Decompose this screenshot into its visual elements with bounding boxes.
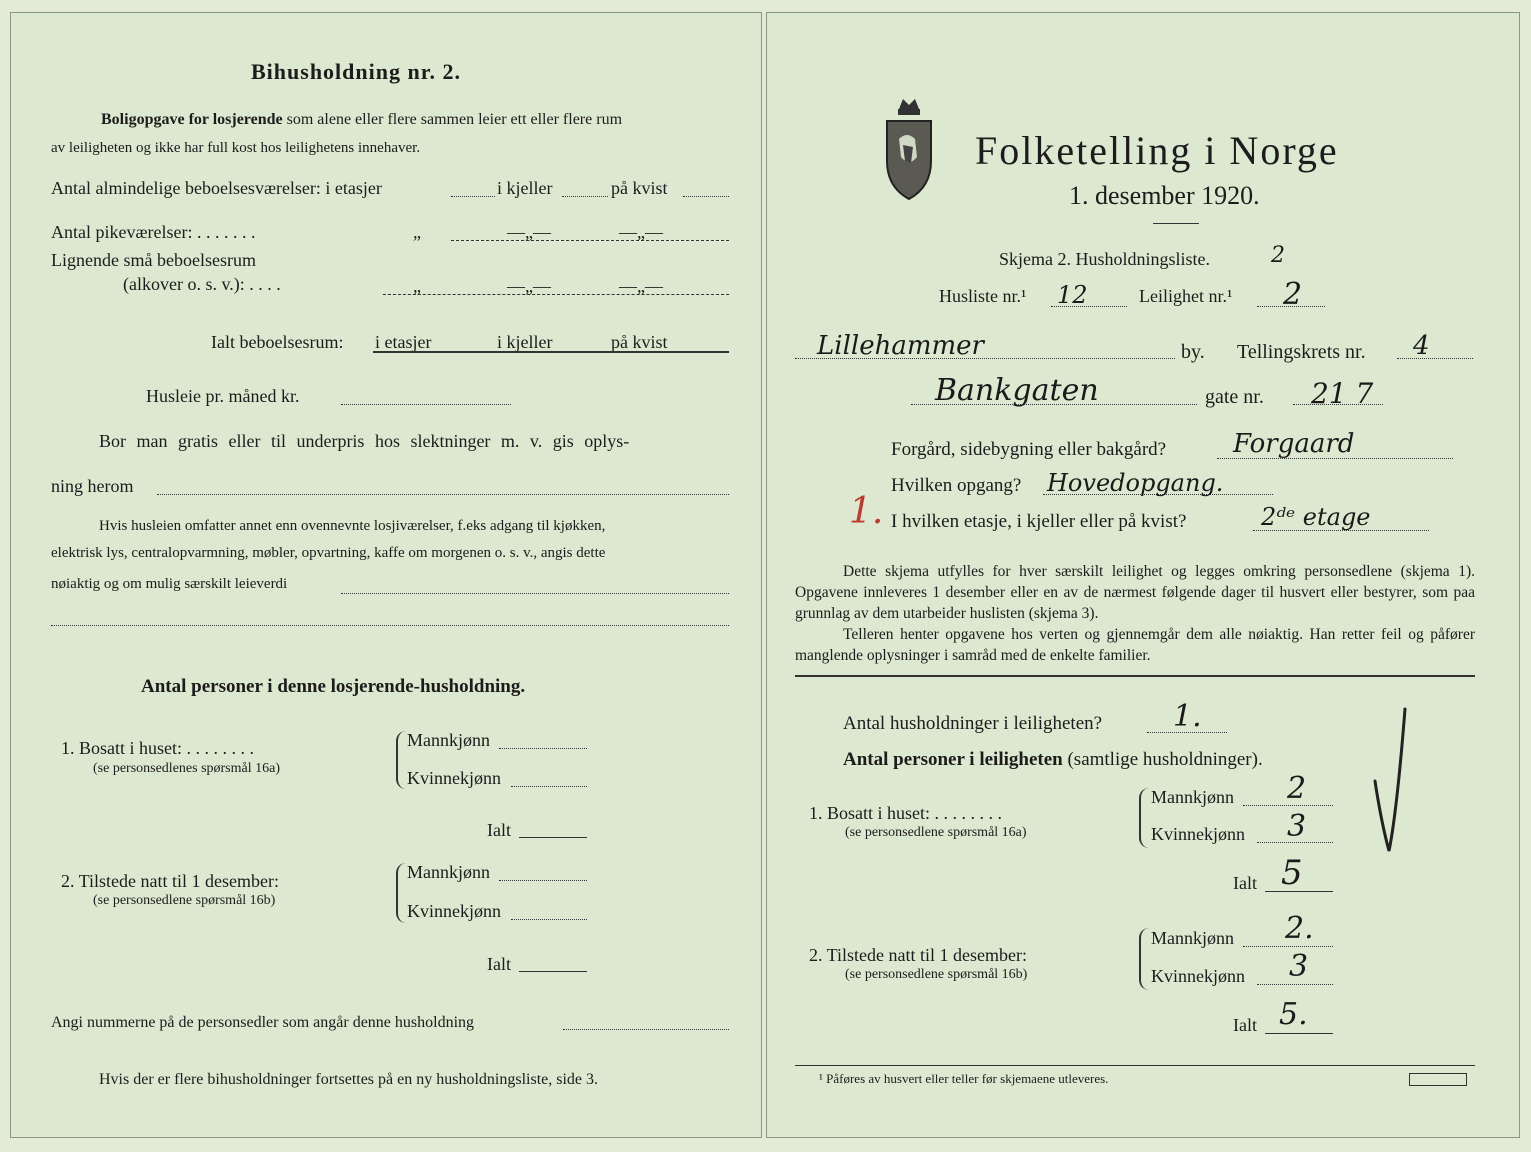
left-tilstede-mann-field [499, 880, 587, 881]
hvis-line-2: elektrisk lys, centralopvarmning, møbler, opvartning, kaffe om morgenen o. s. v., angis dette [51, 545, 606, 561]
printer-stamp [1409, 1073, 1467, 1086]
krets-field [1397, 358, 1473, 359]
pike-label: Antal pikeværelser: . . . . . . . [51, 222, 256, 242]
right-bosatt-mann-label: Mannkjønn [1151, 787, 1234, 807]
skjema-label: Skjema 2. Husholdningsliste. [999, 249, 1210, 269]
left-bosatt-kvinne-field [511, 786, 587, 787]
street-value: Bankgaten [935, 373, 1099, 408]
right-bosatt-note: (se personsedlene spørsmål 16a) [845, 825, 1027, 840]
rooms-kvist-label: på kvist [611, 178, 668, 198]
info-rule [795, 675, 1475, 677]
pike-ditto-2: —„— [507, 222, 551, 242]
left-bosatt-label: 1. Bosatt i huset: . . . . . . . . [61, 738, 254, 758]
right-bosatt-label: 1. Bosatt i huset: . . . . . . . . [809, 803, 1002, 823]
alkover-ditto-3: —„— [619, 276, 663, 296]
footnote: ¹ Påføres av husvert eller teller før skjemaene utleveres. [819, 1071, 1109, 1086]
opgang-value: Hovedopgang. [1047, 469, 1224, 497]
pike-ditto: „ [413, 222, 421, 242]
left-footer: Hvis der er flere bihusholdninger fortsettes på en ny husholdningsliste, side 3. [99, 1071, 599, 1088]
rooms-etasjer-field [451, 196, 495, 197]
left-tilstede-brace [396, 863, 407, 923]
right-tilstede-mann-value: 2. [1285, 911, 1314, 946]
ialt-rooms-label: Ialt beboelsesrum: [211, 332, 344, 352]
right-tilstede-ialt-field [1265, 1033, 1333, 1034]
right-persons-heading-rest: (samtlige husholdninger). [1067, 749, 1263, 770]
right-tilstede-kvinne-field [1257, 984, 1333, 985]
right-bosatt-mann-value: 2 [1287, 771, 1307, 806]
intro-rest: som alene eller flere sammen leier ett eller flere rum [286, 111, 623, 128]
right-tilstede-kvinne-label: Kvinnekjønn [1151, 966, 1245, 986]
alkover-ditto: „ [413, 276, 421, 296]
left-tilstede-kvinne-field [511, 919, 587, 920]
hvis-line-3: nøiaktig og om mulig særskilt leieverdi [51, 576, 288, 592]
bor-line-2: ning herom [51, 476, 134, 496]
etasje-value: 2ᵈᵉ etage [1261, 503, 1371, 531]
left-tilstede-ialt-field [519, 971, 587, 972]
alkover-ditto-2: —„— [507, 276, 551, 296]
intro-line-1 [101, 111, 622, 129]
right-persons-heading-bold: Antal personer i leiligheten [843, 749, 1063, 770]
left-bosatt-ialt-label: Ialt [487, 820, 511, 840]
left-bosatt-note: (se personsedlenes spørsmål 16a) [93, 761, 281, 776]
info-paragraph-2: Telleren henter opgavene hos verten og gjennemgår dem alle nøiaktig. Han retter feil og påfører manglende oplysninger i samråd med de enkelte familier. [795, 626, 1475, 664]
info-paragraph-1: Dette skjema utfylles for hver særskilt leilighet og legges omkring personsedlene (skjema 1). Opgavene innleveres 1 desember eller en av de nærmest følgende dager til husvert eller bestyrer, som paa grunnlag av dem utarbeider huslisten (skjema 3). [795, 563, 1475, 622]
check-mark [1367, 701, 1417, 866]
leilighet-label: Leilighet nr.¹ [1139, 286, 1233, 306]
street-field [911, 404, 1197, 405]
skjema-value: 2 [1271, 243, 1285, 268]
left-tilstede-label: 2. Tilstede natt til 1 desember: [61, 871, 279, 891]
husliste-value: 12 [1057, 281, 1088, 309]
angi-field [563, 1029, 729, 1030]
husholdninger-label: Antal husholdninger i leiligheten? [843, 713, 1103, 734]
forgard-label: Forgård, sidebygning eller bakgård? [891, 439, 1167, 460]
lignende-label: Lignende små beboelsesrum [51, 250, 256, 270]
right-tilstede-label: 2. Tilstede natt til 1 desember: [809, 945, 1027, 965]
right-tilstede-ialt-label: Ialt [1233, 1015, 1257, 1035]
alkover-label: (alkover o. s. v.): . . . . [123, 274, 281, 294]
city-value: Lillehammer [817, 331, 984, 361]
rooms-kjeller-label: i kjeller [497, 178, 553, 198]
ialt-kvist-label: på kvist [611, 332, 668, 352]
right-bosatt-ialt-number: 5 [1281, 853, 1303, 893]
gate-value: 21 7 [1311, 377, 1374, 410]
krets-value: 4 [1413, 331, 1430, 361]
left-bosatt-kvinne-label: Kvinnekjønn [407, 768, 501, 788]
ialt-etasjer-label: i etasjer [375, 332, 432, 352]
ialt-rooms-field [373, 351, 729, 353]
left-tilstede-ialt-label: Ialt [487, 954, 511, 974]
husleie-label: Husleie pr. måned kr. [146, 386, 300, 406]
title-rule [1153, 223, 1199, 224]
intro-bold: Boligopgave for losjerende [101, 111, 283, 128]
right-title: Folketelling i Norge [975, 128, 1339, 173]
right-bosatt-ialt-value [1281, 853, 1303, 893]
pike-fields [451, 240, 729, 241]
right-tilstede-kvinne-value: 3 [1289, 949, 1309, 984]
right-bosatt-brace [1139, 788, 1150, 848]
margin-mark: 1. [849, 491, 884, 532]
right-bosatt-ialt-label: Ialt [1233, 873, 1257, 893]
pike-ditto-3: —„— [619, 222, 663, 242]
left-bosatt-mann-field [499, 748, 587, 749]
bor-field [157, 494, 729, 495]
gate-label: gate nr. [1205, 386, 1264, 408]
alkover-fields [383, 294, 729, 295]
hvis-field [341, 593, 729, 594]
hvis-field-2 [51, 625, 729, 626]
husholdninger-value: 1. [1173, 699, 1202, 734]
left-tilstede-note: (se personsedlene spørsmål 16b) [93, 893, 276, 908]
etasje-label: I hvilken etasje, i kjeller eller på kvist? [891, 511, 1187, 532]
forgard-value: Forgaard [1233, 429, 1355, 459]
right-tilstede-ialt-value: 5. [1279, 997, 1308, 1032]
census-date: 1. desember 1920. [1069, 181, 1260, 210]
footnote-rule [795, 1065, 1475, 1066]
rooms-kvist-field [683, 196, 729, 197]
krets-label: Tellingskrets nr. [1237, 341, 1366, 363]
left-page-bihusholdning [10, 12, 762, 1138]
left-tilstede-kvinne-label: Kvinnekjønn [407, 901, 501, 921]
opgang-label: Hvilken opgang? [891, 475, 1022, 496]
right-tilstede-mann-label: Mannkjønn [1151, 928, 1234, 948]
right-tilstede-brace [1139, 928, 1150, 990]
hvis-line-1: Hvis husleien omfatter annet enn ovennevnte losjiværelser, f.eks adgang til kjøkken, [99, 518, 606, 534]
left-bosatt-brace [396, 731, 407, 789]
ialt-kjeller-label: i kjeller [497, 332, 553, 352]
right-bosatt-kvinne-value: 3 [1287, 809, 1307, 844]
bor-line-1: Bor man gratis eller til underpris hos slektninger m. v. gis oplys- [99, 431, 630, 451]
rooms-label: Antal almindelige beboelsesværelser: i etasjer [51, 178, 382, 198]
norway-coat-of-arms [881, 91, 937, 208]
left-persons-heading: Antal personer i denne losjerende-husholdning. [141, 676, 526, 697]
right-bosatt-kvinne-label: Kvinnekjønn [1151, 824, 1245, 844]
leilighet-value: 2 [1283, 277, 1303, 312]
left-title: Bihusholdning nr. 2. [251, 59, 461, 84]
right-persons-heading [843, 749, 1263, 771]
by-label: by. [1181, 341, 1205, 363]
city-field [795, 358, 1175, 359]
husleie-field [341, 404, 511, 405]
husliste-label: Husliste nr.¹ [939, 286, 1027, 306]
angi-text: Angi nummerne på de personsedler som angår denne husholdning [51, 1014, 475, 1031]
left-bosatt-ialt-field [519, 837, 587, 838]
right-tilstede-note: (se personsedlene spørsmål 16b) [845, 967, 1028, 982]
rooms-kjeller-field [562, 196, 608, 197]
left-tilstede-mann-label: Mannkjønn [407, 862, 490, 882]
intro-line-2: av leiligheten og ikke har full kost hos leilighetens innehaver. [51, 140, 421, 156]
right-page-husholdningsliste [766, 12, 1520, 1138]
right-tilstede-mann-field [1243, 946, 1333, 947]
left-bosatt-mann-label: Mannkjønn [407, 730, 490, 750]
